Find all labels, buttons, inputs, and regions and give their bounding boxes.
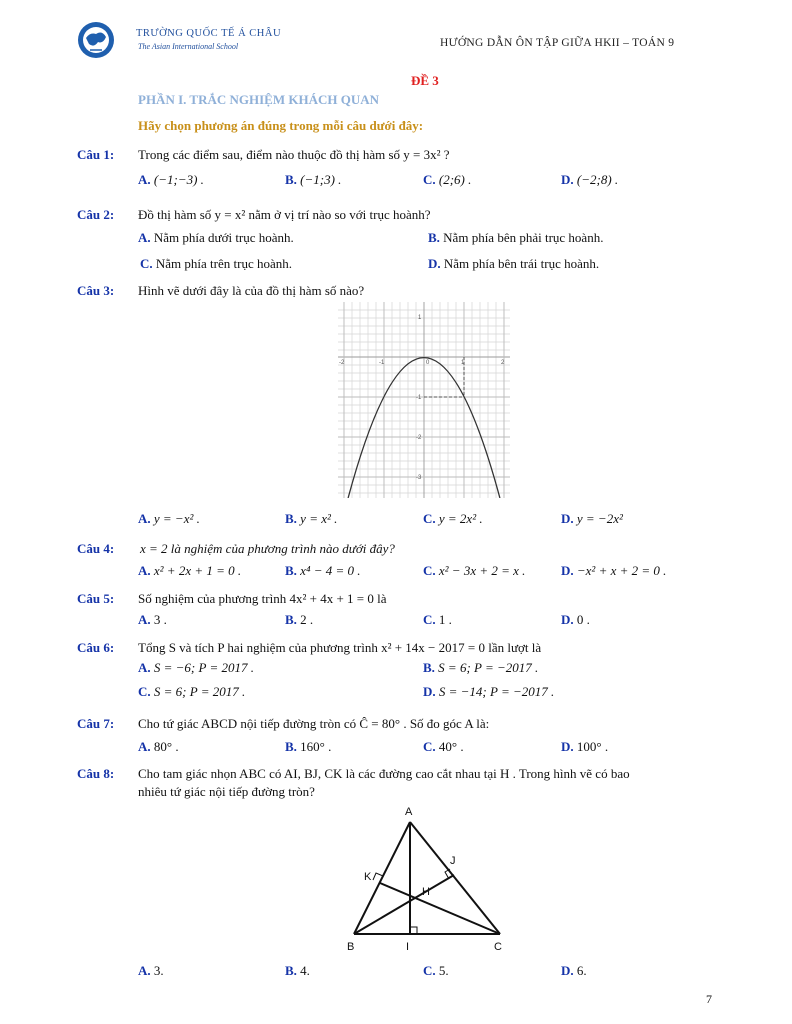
question-label: Câu 4: [77,541,115,556]
document-title: HƯỚNG DẪN ÔN TẬP GIỮA HKII – TOÁN 9 [440,37,675,49]
school-subtitle: The Asian International School [138,42,239,51]
option[interactable]: C. x² − 3x + 2 = x . [423,563,526,578]
question-label: Câu 3: [77,283,115,298]
question-text: Hình vẽ dưới đây là của đồ thị hàm số nào? [138,283,365,298]
vertex-label: I [406,941,410,953]
question-label: Câu 2: [77,207,115,222]
question-label: Câu 1: [77,147,115,162]
x-tick-label: 2 [501,360,505,366]
vertex-label: K [364,871,372,883]
exam-title: ĐỀ 3 [411,73,439,88]
option[interactable]: B. x⁴ − 4 = 0 . [285,563,361,578]
option[interactable]: D. 0 . [561,612,590,627]
school-logo [76,20,116,60]
option[interactable]: C. y = 2x² . [423,511,483,526]
question-label: Câu 5: [77,591,115,606]
option[interactable]: C. S = 6; P = 2017 . [138,684,246,699]
y-tick-label: -2 [416,435,422,441]
option[interactable]: B. 2 . [285,612,314,627]
option[interactable]: A. Nằm phía dưới trục hoành. [138,230,294,245]
y-tick-label: -1 [416,395,422,401]
question-label: Câu 6: [77,640,115,655]
parabola-graph [338,302,510,498]
option[interactable]: D. S = −14; P = −2017 . [423,684,555,699]
option[interactable]: B. y = x² . [285,511,338,526]
section-title: PHẦN I. TRẮC NGHIỆM KHÁCH QUAN [138,92,379,107]
vertex-label: C [494,941,502,953]
option[interactable]: D. (−2;8) . [561,172,619,187]
question-text: Cho tam giác nhọn ABC có AI, BJ, CK là các đường cao cắt nhau tại H . Trong hình vẽ có bao [138,766,630,781]
option[interactable]: A. 3 . [138,612,167,627]
option[interactable]: D. −x² + x + 2 = 0 . [561,563,667,578]
option[interactable]: D. 6. [561,963,587,978]
vertex-label: B [347,941,355,953]
option[interactable]: A. S = −6; P = 2017 . [138,660,254,675]
option[interactable]: A. 80° . [138,739,179,754]
triangle-figure [342,800,512,958]
instruction: Hãy chọn phương án đúng trong mỗi câu dưới đây: [138,118,424,133]
x-tick-label: -2 [339,360,345,366]
option[interactable]: B. 160° . [285,739,332,754]
question-text: Đồ thị hàm số y = x² nằm ở vị trí nào so với trục hoành? [138,207,431,222]
x-tick-label: 0 [426,360,430,366]
x-tick-label: -1 [379,360,385,366]
question-text: x = 2 là nghiệm của phương trình nào dưới đây? [140,541,395,556]
vertex-label: J [450,855,456,867]
option[interactable]: B. 4. [285,963,310,978]
option[interactable]: D. y = −2x² [561,511,623,526]
question-label: Câu 8: [77,766,115,781]
page-number: 7 [706,992,712,1006]
question-text-cont: nhiêu tứ giác nội tiếp đường tròn? [138,784,315,799]
option[interactable]: B. S = 6; P = −2017 . [423,660,539,675]
option[interactable]: A. 3. [138,963,164,978]
vertex-label: H [422,886,430,898]
school-name: TRƯỜNG QUỐC TẾ Á CHÂU [136,28,282,39]
option[interactable]: C. (2;6) . [423,172,472,187]
question-text: Tổng S và tích P hai nghiệm của phương trình x² + 14x − 2017 = 0 lần lượt là [138,640,542,655]
option[interactable]: C. 40° . [423,739,464,754]
x-tick-label: 1 [461,360,465,366]
option[interactable]: A. y = −x² . [138,511,200,526]
question-text: Trong các điểm sau, điểm nào thuộc đồ thị hàm số y = 3x² ? [138,147,450,162]
y-tick-label: -3 [416,475,422,481]
option[interactable]: C. 5. [423,963,449,978]
option[interactable]: D. Nằm phía bên trái trục hoành. [428,256,600,271]
question-text: Cho tứ giác ABCD nội tiếp đường tròn có Ĉ = 80° . Số đo góc A là: [138,716,490,731]
option[interactable]: D. 100° . [561,739,609,754]
option[interactable]: C. 1 . [423,612,452,627]
question-label: Câu 7: [77,716,115,731]
option[interactable]: A. (−1;−3) . [138,172,204,187]
option[interactable]: B. Nằm phía bên phải trục hoành. [428,230,604,245]
option[interactable]: C. Nằm phía trên trục hoành. [140,256,292,271]
option[interactable]: A. x² + 2x + 1 = 0 . [138,563,242,578]
y-tick-label: 1 [418,315,422,321]
option[interactable]: B. (−1;3) . [285,172,342,187]
question-text: Số nghiệm của phương trình 4x² + 4x + 1 = 0 là [138,591,387,606]
vertex-label: A [405,806,413,818]
